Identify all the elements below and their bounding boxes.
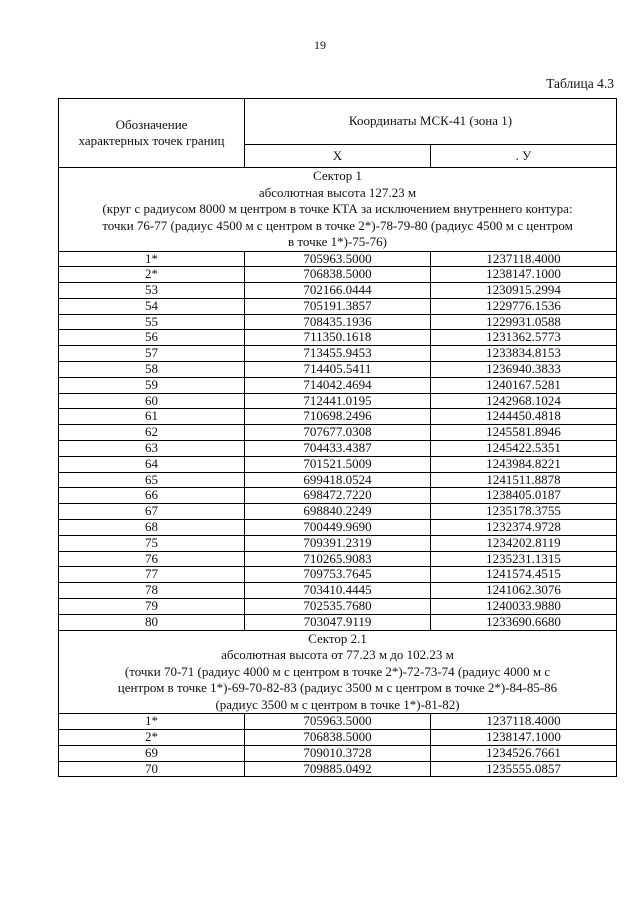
point-cell: 65 <box>59 472 245 488</box>
y-coordinate-cell: 1245422.5351 <box>431 441 617 457</box>
y-coordinate-cell: 1245581.8946 <box>431 425 617 441</box>
table-row <box>59 251 617 267</box>
x-coordinate-cell: 707677.0308 <box>245 425 431 441</box>
sector-header-row <box>59 168 617 252</box>
y-coordinate-cell: 1238147.1000 <box>431 729 617 745</box>
table-row <box>59 535 617 551</box>
table-row <box>59 283 617 299</box>
point-cell: 63 <box>59 441 245 457</box>
x-column-header: X <box>245 144 431 167</box>
y-coordinate-cell: 1241574.4515 <box>431 567 617 583</box>
point-cell: 62 <box>59 425 245 441</box>
sector-title: Сектор 2.1 <box>308 630 367 646</box>
point-cell: 1* <box>59 714 245 730</box>
x-coordinate-cell: 705963.5000 <box>245 714 431 730</box>
x-coordinate-cell: 714405.5411 <box>245 362 431 378</box>
x-coordinate-cell: 701521.5009 <box>245 456 431 472</box>
y-coordinate-cell: 1235555.0857 <box>431 761 617 777</box>
x-coordinate-cell: 698472.7220 <box>245 488 431 504</box>
table-row <box>59 298 617 314</box>
point-cell: 54 <box>59 298 245 314</box>
point-cell: 80 <box>59 614 245 630</box>
y-coordinate-cell: 1235178.3755 <box>431 504 617 520</box>
x-coordinate-cell: 709753.7645 <box>245 567 431 583</box>
sector-description <box>59 630 617 714</box>
sector-description-line: точки 76-77 (радиус 4500 м с центром в точке 2*)-78-79-80 (радиус 4500 м с центром <box>102 217 573 233</box>
table-row <box>59 472 617 488</box>
point-cell: 78 <box>59 583 245 599</box>
x-coordinate-cell: 709010.3728 <box>245 745 431 761</box>
x-coordinate-cell: 703410.4445 <box>245 583 431 599</box>
y-coordinate-cell: 1231362.5773 <box>431 330 617 346</box>
point-cell: 67 <box>59 504 245 520</box>
x-coordinate-cell: 702166.0444 <box>245 283 431 299</box>
x-coordinate-cell: 705191.3857 <box>245 298 431 314</box>
point-cell: 68 <box>59 520 245 536</box>
coordinates-table <box>58 98 617 777</box>
table-body <box>59 168 617 777</box>
y-coordinate-cell: 1234202.8119 <box>431 535 617 551</box>
y-coordinate-cell: 1244450.4818 <box>431 409 617 425</box>
table-row <box>59 761 617 777</box>
table-row <box>59 488 617 504</box>
x-coordinate-cell: 705963.5000 <box>245 251 431 267</box>
table-row <box>59 583 617 599</box>
y-coordinate-cell: 1241062.3076 <box>431 583 617 599</box>
table-row <box>59 441 617 457</box>
y-coordinate-cell: 1229776.1536 <box>431 298 617 314</box>
x-coordinate-cell: 708435.1936 <box>245 314 431 330</box>
point-cell: 75 <box>59 535 245 551</box>
y-coordinate-cell: 1238405.0187 <box>431 488 617 504</box>
point-cell: 64 <box>59 456 245 472</box>
sector-title: Сектор 1 <box>312 168 362 183</box>
y-coordinate-cell: 1236940.3833 <box>431 362 617 378</box>
x-coordinate-cell: 699418.0524 <box>245 472 431 488</box>
table-row <box>59 377 617 393</box>
sector-description-line: центром в точке 1*)-69-70-82-83 (радиус 3500 м с центром в точке 2*)-84-85-86 <box>117 680 558 696</box>
table-row <box>59 346 617 362</box>
x-coordinate-cell: 700449.9690 <box>245 520 431 536</box>
point-cell: 1* <box>59 251 245 267</box>
y-coordinate-cell: 1237118.4000 <box>431 714 617 730</box>
point-cell: 66 <box>59 488 245 504</box>
x-coordinate-cell: 706838.5000 <box>245 729 431 745</box>
sector-header-row <box>59 630 617 714</box>
point-column-header <box>59 99 245 168</box>
table-row <box>59 314 617 330</box>
y-coordinate-cell: 1241511.8878 <box>431 472 617 488</box>
point-header-line2: характерных точек границ <box>78 133 225 148</box>
x-coordinate-cell: 703047.9119 <box>245 614 431 630</box>
y-coordinate-cell: 1237118.4000 <box>431 251 617 267</box>
sector-description-line: (круг с радиусом 8000 м центром в точке КТА за исключением внутреннего контура: <box>102 201 573 216</box>
y-coordinate-cell: 1232374.9728 <box>431 520 617 536</box>
table-row <box>59 456 617 472</box>
table-row <box>59 362 617 378</box>
coords-group-header: Координаты МСК-41 (зона 1) <box>245 99 617 145</box>
point-cell: 56 <box>59 330 245 346</box>
x-coordinate-cell: 704433.4387 <box>245 441 431 457</box>
point-cell: 79 <box>59 599 245 615</box>
table-row <box>59 745 617 761</box>
x-coordinate-cell: 698840.2249 <box>245 504 431 520</box>
table-row <box>59 267 617 283</box>
point-cell: 2* <box>59 729 245 745</box>
y-coordinate-cell: 1233834.8153 <box>431 346 617 362</box>
sector-altitude: абсолютная высота от 77.23 м до 102.23 м <box>221 647 454 663</box>
y-coordinate-cell: 1242968.1024 <box>431 393 617 409</box>
point-cell: 2* <box>59 267 245 283</box>
point-cell: 57 <box>59 346 245 362</box>
y-coordinate-cell: 1233690.6680 <box>431 614 617 630</box>
point-cell: 61 <box>59 409 245 425</box>
table-row <box>59 714 617 730</box>
y-coordinate-cell: 1240167.5281 <box>431 377 617 393</box>
x-coordinate-cell: 709391.2319 <box>245 535 431 551</box>
table-row <box>59 409 617 425</box>
table-row <box>59 520 617 536</box>
table-row <box>59 504 617 520</box>
y-coordinate-cell: 1243984.8221 <box>431 456 617 472</box>
x-coordinate-cell: 714042.4694 <box>245 377 431 393</box>
sector-description-line: (точки 70-71 (радиус 4000 м с центром в точке 2*)-72-73-74 (радиус 4000 м с <box>124 663 551 679</box>
point-cell: 53 <box>59 283 245 299</box>
x-coordinate-cell: 711350.1618 <box>245 330 431 346</box>
sector-altitude: абсолютная высота 127.23 м <box>258 184 417 200</box>
point-cell: 77 <box>59 567 245 583</box>
table-row <box>59 425 617 441</box>
point-cell: 70 <box>59 761 245 777</box>
x-coordinate-cell: 702535.7680 <box>245 599 431 615</box>
y-coordinate-cell: 1234526.7661 <box>431 745 617 761</box>
sector-description-line: (радиус 3500 м с центром в точке 1*)-81-82) <box>215 696 460 712</box>
x-coordinate-cell: 710698.2496 <box>245 409 431 425</box>
y-column-header: . У <box>431 144 617 167</box>
point-cell: 76 <box>59 551 245 567</box>
y-coordinate-cell: 1230915.2994 <box>431 283 617 299</box>
x-coordinate-cell: 710265.9083 <box>245 551 431 567</box>
y-coordinate-cell: 1240033.9880 <box>431 599 617 615</box>
sector-description-line: в точке 1*)-75-76) <box>288 234 387 249</box>
point-cell: 55 <box>59 314 245 330</box>
x-coordinate-cell: 713455.9453 <box>245 346 431 362</box>
table-caption: Таблица 4.3 <box>546 76 614 91</box>
table-row <box>59 614 617 630</box>
table-row <box>59 599 617 615</box>
table-row <box>59 729 617 745</box>
table-row <box>59 393 617 409</box>
table-row <box>59 551 617 567</box>
table-row <box>59 567 617 583</box>
point-cell: 60 <box>59 393 245 409</box>
sector-description <box>59 168 617 252</box>
point-cell: 69 <box>59 745 245 761</box>
point-header-line1: Обозначение <box>115 117 188 132</box>
point-cell: 58 <box>59 362 245 378</box>
x-coordinate-cell: 709885.0492 <box>245 761 431 777</box>
y-coordinate-cell: 1238147.1000 <box>431 267 617 283</box>
table-row <box>59 330 617 346</box>
page-number: 19 <box>314 38 326 52</box>
y-coordinate-cell: 1235231.1315 <box>431 551 617 567</box>
point-cell: 59 <box>59 377 245 393</box>
y-coordinate-cell: 1229931.0588 <box>431 314 617 330</box>
x-coordinate-cell: 712441.0195 <box>245 393 431 409</box>
x-coordinate-cell: 706838.5000 <box>245 267 431 283</box>
